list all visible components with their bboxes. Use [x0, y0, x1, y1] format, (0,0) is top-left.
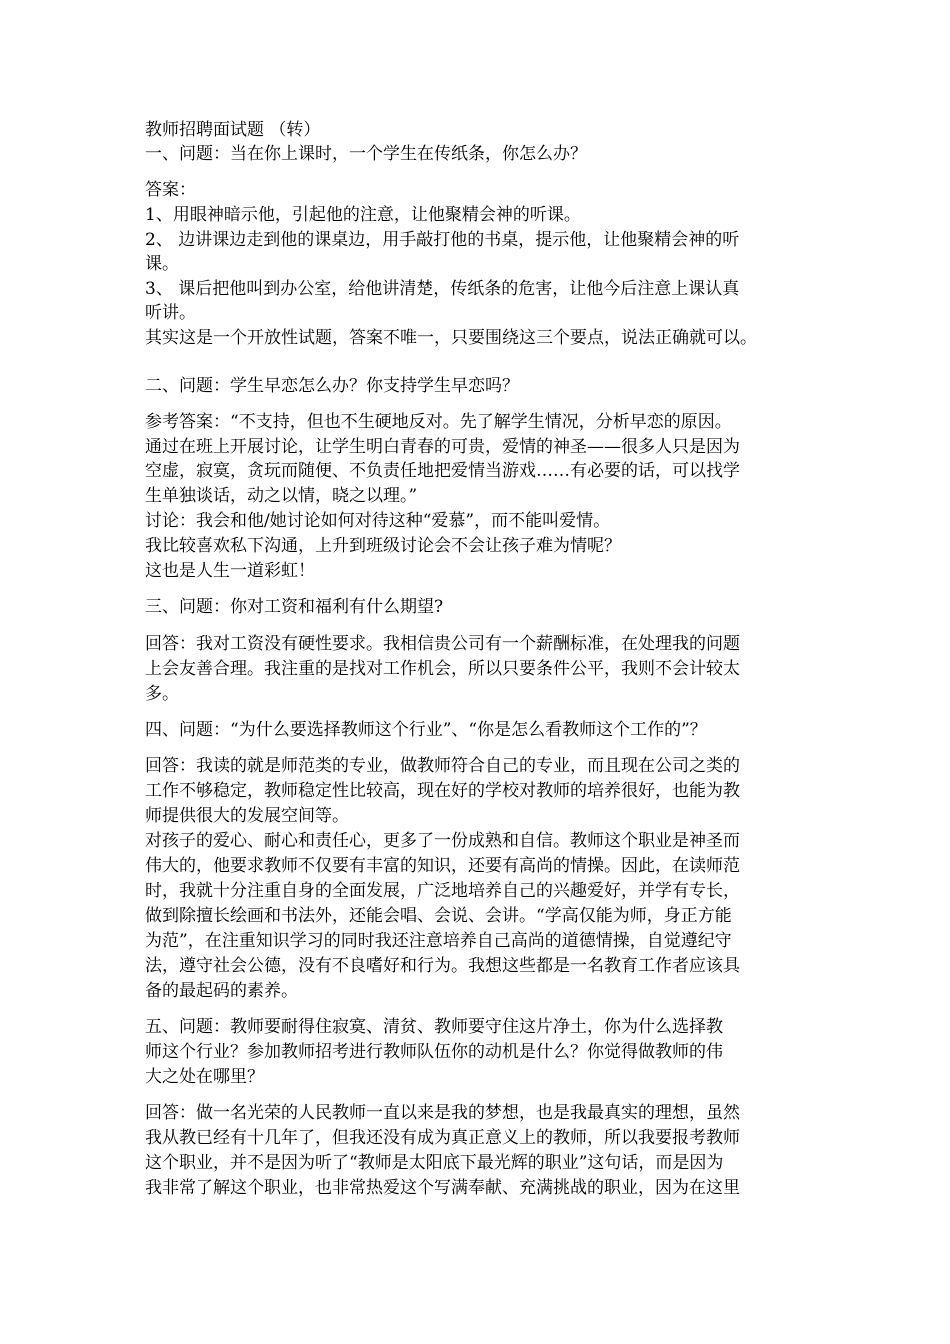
answer-heading: 答案：: [145, 180, 196, 200]
text-line: 工作不够稳定，教师稳定性比较高，现在好的学校对教师的培养很好，也能为教: [145, 781, 740, 801]
text-line: 备的最起码的素养。: [145, 981, 298, 1001]
text-line: 1、用眼神暗示他，引起他的注意，让他聚精会神的听课。: [145, 205, 581, 225]
text-line: 我非常了解这个职业，也非常热爱这个写满奉献、充满挑战的职业，因为在这里: [145, 1178, 740, 1198]
text-line: 做到除擅长绘画和书法外，还能会唱、会说、会讲。“学高仅能为师，身正方能: [145, 906, 732, 926]
text-line: 参考答案：“不支持，但也不生硬地反对。先了解学生情况，分析早恋的原因。: [145, 412, 732, 432]
text-line: 3、 课后把他叫到办公室，给他讲清楚，传纸条的危害，让他今后注意上课认真: [145, 279, 740, 299]
text-line: 回答：我对工资没有硬性要求。我相信贵公司有一个薪酬标准，在处理我的问题: [145, 634, 740, 654]
text-line: 空虚，寂寞，贪玩而随便、不负责任地把爱情当游戏……有必要的话，可以找学: [145, 461, 740, 481]
text-line: 生单独谈话，动之以情，晓之以理。”: [145, 486, 418, 506]
question-1: 一、问题：当在你上课时，一个学生在传纸条，你怎么办？: [145, 144, 587, 164]
text-line: 这个职业，并不是因为听了“教师是太阳底下最光辉的职业”这句话，而是因为: [145, 1153, 724, 1173]
text-line: 师这个行业？参加教师招考进行教师队伍你的动机是什么？你觉得做教师的伟: [145, 1042, 723, 1062]
text-line: 伟大的，他要求教师不仅要有丰富的知识，还要有高尚的情操。因此，在读师范: [145, 856, 740, 876]
question-5: 五、问题：教师要耐得住寂寞、清贫、教师要守住这片净土，你为什么选择教: [145, 1017, 723, 1037]
question-3: 三、问题：你对工资和福利有什么期望?: [145, 597, 444, 617]
text-line: 我从教已经有十几年了，但我还没有成为真正意义上的教师，所以我要报考教师: [145, 1128, 740, 1148]
text-line: 多。: [145, 684, 179, 704]
text-line: 回答：我读的就是师范类的专业，做教师符合自己的专业，而且现在公司之类的: [145, 756, 740, 776]
text-line: 我比较喜欢私下沟通，上升到班级讨论会不会让孩子难为情呢？: [145, 536, 621, 556]
text-line: 这也是人生一道彩虹！: [145, 561, 315, 581]
text-line: 大之处在哪里？: [145, 1067, 264, 1087]
document-title: 教师招聘面试题 （转）: [145, 120, 321, 140]
text-line: 师提供很大的发展空间等。: [145, 806, 349, 826]
text-line: 时，我就十分注重自身的全面发展，广泛地培养自己的兴趣爱好，并学有专长，: [145, 881, 740, 901]
question-2: 二、问题：学生早恋怎么办？你支持学生早恋吗？: [145, 376, 519, 396]
text-line: 回答：做一名光荣的人民教师一直以来是我的梦想，也是我最真实的理想，虽然: [145, 1103, 740, 1123]
text-line: 通过在班上开展讨论，让学生明白青春的可贵，爱情的神圣——很多人只是因为: [145, 437, 740, 457]
text-line: 其实这是一个开放性试题，答案不唯一，只要围绕这三个要点，说法正确就可以。: [145, 328, 757, 348]
text-line: 上会友善合理。我注重的是找对工作机会，所以只要条件公平，我则不会计较太: [145, 659, 740, 679]
text-line: 听讲。: [145, 303, 196, 323]
text-line: 对孩子的爱心、耐心和责任心，更多了一份成熟和自信。教师这个职业是神圣而: [145, 831, 740, 851]
question-4: 四、问题：“为什么要选择教师这个行业”、“你是怎么看教师这个工作的”？: [145, 720, 707, 740]
text-line: 2、 边讲课边走到他的课桌边，用手敲打他的书桌，提示他，让他聚精会神的听: [145, 230, 740, 250]
text-line: 讨论：我会和他/她讨论如何对待这种“爱慕”，而不能叫爱情。: [145, 511, 611, 531]
text-line: 为范”，在注重知识学习的同时我还注意培养自己高尚的道德情操，自觉遵纪守: [145, 931, 732, 951]
text-line: 法，遵守社会公德，没有不良嗜好和行为。我想这些都是一名教育工作者应该具: [145, 956, 740, 976]
text-line: 课。: [145, 254, 179, 274]
